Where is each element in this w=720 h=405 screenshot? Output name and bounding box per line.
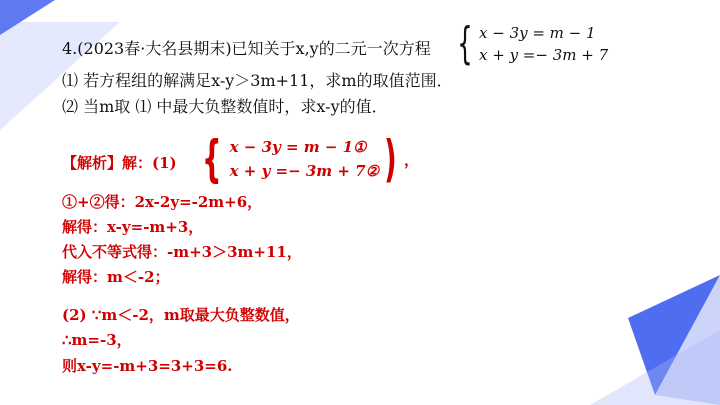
solution-part2-step-1: (2) ∵m＜-2，m取最大负整数值， (62, 306, 300, 324)
solution-equations (230, 135, 379, 183)
question-part-2: ⑵ 当m取 ⑴ 中最大负整数值时，求x-y的值． (62, 97, 388, 116)
left-brace-icon: { (457, 18, 473, 69)
solution-equation-system (194, 130, 419, 188)
solution-step-1: ①+②得：2x-2y=-2m+6， (62, 193, 263, 211)
question-equation-1: x − 3y = m − 1 (479, 24, 596, 42)
question-part-1: ⑴ 若方程组的解满足x-y＞3m+11，求m的取值范围． (62, 71, 453, 90)
question-equation-system (451, 18, 609, 69)
solution-step-4: 解得：m＜-2； (62, 268, 170, 286)
question-equations (479, 22, 608, 66)
solution-equation-2: x + y =− 3m + 7② (229, 162, 380, 180)
question-equation-2: x + y =− 3m + 7 (479, 46, 609, 64)
solution-step-2: 解得：x-y=-m+3， (62, 218, 204, 236)
solution-equation-1: x − 3y = m − 1① (229, 138, 367, 156)
solution-part2-step-3: 则x-y=-m+3=3+3=6. (62, 357, 233, 375)
solution-system-comma: ， (403, 150, 419, 169)
solution-part2-step-2: ∴m=-3， (62, 331, 132, 349)
solution-step-3: 代入不等式得：-m+3＞3m+11， (62, 243, 302, 261)
question-stem: 4.(2023春·大名县期末)已知关于x,y的二元一次方程 (62, 39, 431, 58)
right-paren-icon: ) (384, 130, 397, 188)
solution-header: 【解析】解：(1) (62, 154, 177, 172)
left-brace-icon: { (202, 130, 222, 188)
